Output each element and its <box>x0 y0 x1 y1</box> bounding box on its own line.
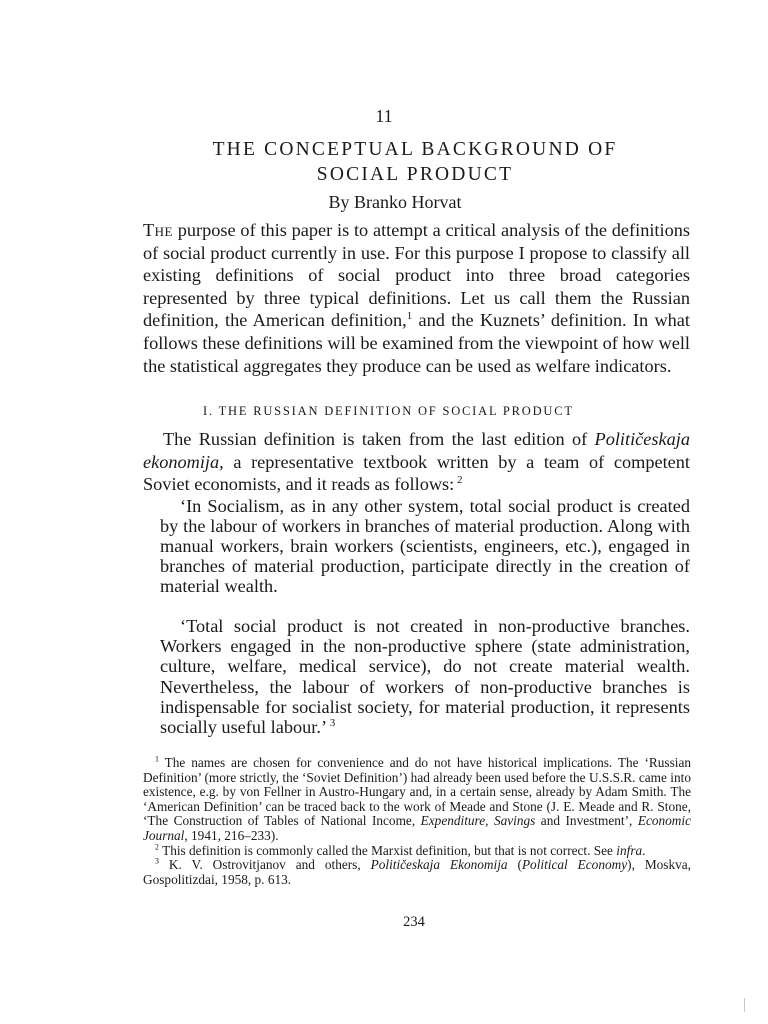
intro-paragraph <box>143 219 690 377</box>
chapter-title-line-1: THE CONCEPTUAL BACKGROUND OF <box>212 139 618 160</box>
quote-paragraph-1: ‘In Socialism, as in any other system, total social product is created by the labour of workers in branches of material production. Along with manual workers, brain workers (scientists, engineers, etc.), engaged in branches of material production, participate directly in the creation of material wealth. <box>160 496 690 596</box>
footnote-3-translation: Political Economy <box>521 857 628 873</box>
footnote-3-text-b: ( <box>507 857 522 873</box>
footnote-2-text-end: . <box>642 842 646 858</box>
quote-paragraph-2 <box>160 616 690 737</box>
section-text-start: The Russian definition is taken from the last edition of <box>163 429 595 449</box>
footnote-ref-1: 1 <box>406 310 413 323</box>
section-book-title: Političeskaja ekonomija <box>143 429 690 472</box>
footnote-2-mark: 2 <box>155 842 159 852</box>
footnote-2-text: This definition is commonly called the Marxist definition, but that is not correct. See <box>158 842 617 858</box>
footnote-2 <box>143 844 691 859</box>
footnote-3-text-c: ), Moskva, Gospolitizdai, 1958, p. 613. <box>143 857 691 887</box>
footnotes <box>143 756 691 887</box>
footnote-1-journal: Economic Journal <box>143 813 691 843</box>
footnote-ref-2: 2 <box>454 473 463 486</box>
section-text-end: , a representative textbook written by a team of competent Soviet economists, and it reads as follows: <box>143 451 690 494</box>
chapter-author: By Branko Horvat <box>328 192 462 212</box>
quote-2-text: ‘Total social product is not created in non-productive branches. Workers engaged in the non-productive sphere (state administration, culture, welfare, medical service), do not create material wealth. Nevertheless, the labour of workers of non-productive branches is indispensable for socialist society, for material production, it represents socially useful labour.’ <box>160 616 690 738</box>
section-heading: I. THE RUSSIAN DEFINITION OF SOCIAL PRODUCT <box>203 404 574 418</box>
chapter-title <box>0 137 768 187</box>
footnote-ref-3: 3 <box>327 716 336 729</box>
intro-lead-caps: The <box>143 220 173 240</box>
intro-text-continued: and the Kuznets’ definition. In what follows these definitions will be examined from the viewpoint of how well the statistical aggregates they produce can be used as welfare indicators. <box>143 310 690 376</box>
footnote-3-book-title: Političeskaja Ekonomija <box>370 857 508 873</box>
footnote-3-mark: 3 <box>155 856 159 866</box>
footnote-1-italic-a: Expenditure, Savings <box>420 813 536 829</box>
footnote-1 <box>143 756 691 844</box>
scan-edge-mark <box>744 998 747 1012</box>
footnote-2-italic: infra <box>616 842 643 858</box>
footnote-1-text-c: , 1941, 216–233). <box>184 827 279 843</box>
footnote-1-text-b: and Investment’, <box>535 813 638 829</box>
intro-text: purpose of this paper is to attempt a critical analysis of the definitions of social product currently in use. For this purpose I propose to classify all existing definitions of social product into three broad categories represented by three typical definitions. Let us call them the Russian definition, the American definition, <box>143 220 690 331</box>
section-paragraph <box>143 428 690 496</box>
footnote-1-text: The names are chosen for convenience and do not have historical implications. The ‘Russian Definition’ (more strictly, the ‘Soviet Definition’) had already been used before the U.S.S.R. came into existence, e.g. by von Fellner in Austro-Hungary and, in a certain sense, already by Adam Smith. The ‘American Definition’ can be traced back to the work of Meade and Stone (J. E. Meade and R. Stone, ‘The Construction of Tables of National Income, <box>143 755 691 829</box>
page-number: 234 <box>403 914 425 930</box>
chapter-number: 11 <box>375 106 393 126</box>
footnote-3 <box>143 858 691 887</box>
chapter-title-line-2: SOCIAL PRODUCT <box>316 164 514 185</box>
footnote-3-text: K. V. Ostrovitjanov and others, <box>158 857 371 873</box>
footnote-1-mark: 1 <box>155 754 159 764</box>
